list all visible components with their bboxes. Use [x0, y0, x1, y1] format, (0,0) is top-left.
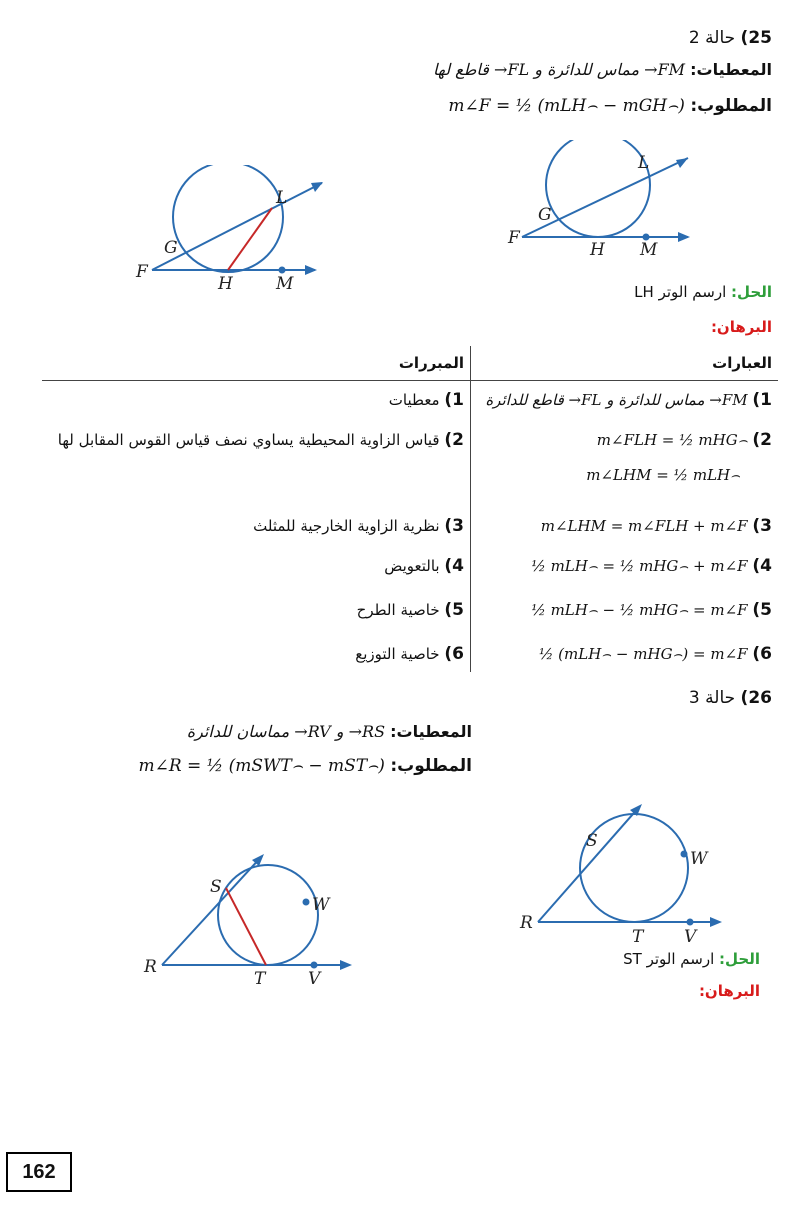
givens-text: FM→ مماس للدائرة و FL→ قاطع لها — [432, 60, 686, 79]
label-l: L — [638, 153, 650, 173]
row-number: 3) — [752, 516, 772, 536]
required-label: المطلوب: — [390, 756, 472, 776]
row-number: 5) — [752, 600, 772, 620]
point-v — [687, 919, 694, 926]
proof-label: البرهان: — [698, 982, 760, 1000]
label-m: M — [276, 274, 294, 294]
table-row — [485, 390, 772, 410]
figure-26-original — [500, 800, 740, 950]
problem-number: 25) — [740, 28, 772, 48]
givens-label: المعطيات: — [690, 60, 772, 79]
problem-25-header — [689, 28, 772, 48]
tangent-rs — [538, 806, 640, 922]
label-r: R — [144, 957, 157, 977]
row-reason: 2) قياس الزاوية المحيطية يساوي نصف قياس القوس المقابل لها — [57, 430, 464, 450]
label-f: F — [508, 228, 520, 248]
table-row — [541, 516, 772, 536]
row-number: 6) — [752, 644, 772, 664]
point-w — [681, 851, 688, 858]
arrow-head — [710, 917, 722, 927]
row-reason: 6) خاصية التوزيع — [355, 644, 464, 664]
circle — [218, 865, 318, 965]
row-statement: ½ mLH⌢ = ½ mHG⌢ + m∠F — [531, 557, 748, 575]
row-statement: FM→ مماس للدائرة و FL→ قاطع للدائرة — [485, 391, 748, 409]
chord-st — [226, 888, 266, 965]
required-label: المطلوب: — [690, 96, 772, 116]
label-m: M — [640, 240, 658, 260]
label-v: V — [684, 927, 697, 947]
givens-text: RS→ و RV→ مماسان للدائرة — [186, 722, 386, 741]
label-w: W — [312, 895, 330, 915]
row-statement: ½ (mLH⌢ − mHG⌢) = m∠F — [538, 645, 748, 663]
page-number: 162 — [6, 1152, 72, 1192]
label-s: S — [586, 831, 598, 851]
figure-26-chord — [140, 850, 370, 990]
label-g: G — [538, 205, 552, 225]
row-statement-2: m∠LHM = ½ mLH⌢ — [586, 466, 740, 484]
row-reason: 5) خاصية الطرح — [356, 600, 464, 620]
row-number: 4) — [752, 556, 772, 576]
label-h: H — [218, 274, 233, 294]
case-label: حالة 2 — [688, 28, 736, 48]
required-formula: m∠F = ½ (mLH⌢ − mGH⌢) — [448, 96, 685, 116]
required-line — [138, 756, 472, 776]
required-line — [448, 96, 772, 116]
label-l: L — [276, 188, 288, 208]
table-row — [539, 644, 772, 664]
arrow-head — [311, 182, 323, 192]
label-h: H — [590, 240, 605, 260]
problem-26-header — [689, 688, 772, 708]
row-statement: ½ mLH⌢ − ½ mHG⌢ = m∠F — [531, 601, 748, 619]
case-label: حالة 3 — [688, 688, 736, 708]
point-w — [303, 899, 310, 906]
col-statements-header: العبارات — [712, 354, 772, 372]
label-r: R — [520, 913, 533, 933]
table-header-rule — [42, 380, 778, 381]
label-s: S — [210, 877, 222, 897]
arrow-head — [676, 158, 688, 168]
table-row — [531, 600, 772, 620]
givens-line — [433, 60, 772, 79]
proof-label: البرهان: — [710, 318, 772, 336]
givens-label: المعطيات: — [390, 722, 472, 741]
required-formula: m∠R = ½ (mSWT⌢ − mST⌢) — [138, 756, 385, 776]
figure-25-original — [500, 140, 700, 265]
row-number: 2) — [752, 430, 772, 450]
solution-line — [634, 283, 772, 301]
row-number: 1) — [752, 390, 772, 410]
col-reasons-header: المبررات — [398, 354, 464, 372]
solution-line — [623, 950, 760, 968]
label-t: T — [632, 927, 644, 947]
table-row — [531, 556, 772, 576]
row-reason: 3) نظرية الزاوية الخارجية للمثلث — [253, 516, 464, 536]
circle — [173, 165, 283, 272]
givens-line — [187, 722, 472, 741]
row-reason: 4) بالتعويض — [384, 556, 464, 576]
arrow-head — [340, 960, 352, 970]
table-row — [597, 430, 772, 450]
row-statement: m∠LHM = m∠FLH + m∠F — [540, 517, 748, 535]
point-m — [279, 267, 286, 274]
row-statement: m∠FLH = ½ mHG⌢ — [596, 431, 748, 449]
point-v — [311, 962, 318, 969]
label-g: G — [164, 238, 178, 258]
solution-text: ارسم الوتر LH — [634, 283, 727, 301]
solution-text: ارسم الوتر ST — [623, 950, 715, 968]
problem-number: 26) — [740, 688, 772, 708]
row-reason: 1) معطيات — [388, 390, 464, 410]
label-v: V — [308, 969, 321, 989]
label-w: W — [690, 849, 708, 869]
figure-25-chord — [130, 165, 340, 295]
table-column-divider — [470, 346, 471, 672]
circle — [546, 140, 650, 237]
label-t: T — [254, 969, 266, 989]
arrow-head — [305, 265, 317, 275]
tangent-rs — [162, 856, 262, 965]
solution-label: الحل: — [731, 283, 772, 301]
chord-lh — [228, 208, 272, 270]
solution-label: الحل: — [719, 950, 760, 968]
label-f: F — [136, 262, 148, 282]
arrow-head — [678, 232, 690, 242]
